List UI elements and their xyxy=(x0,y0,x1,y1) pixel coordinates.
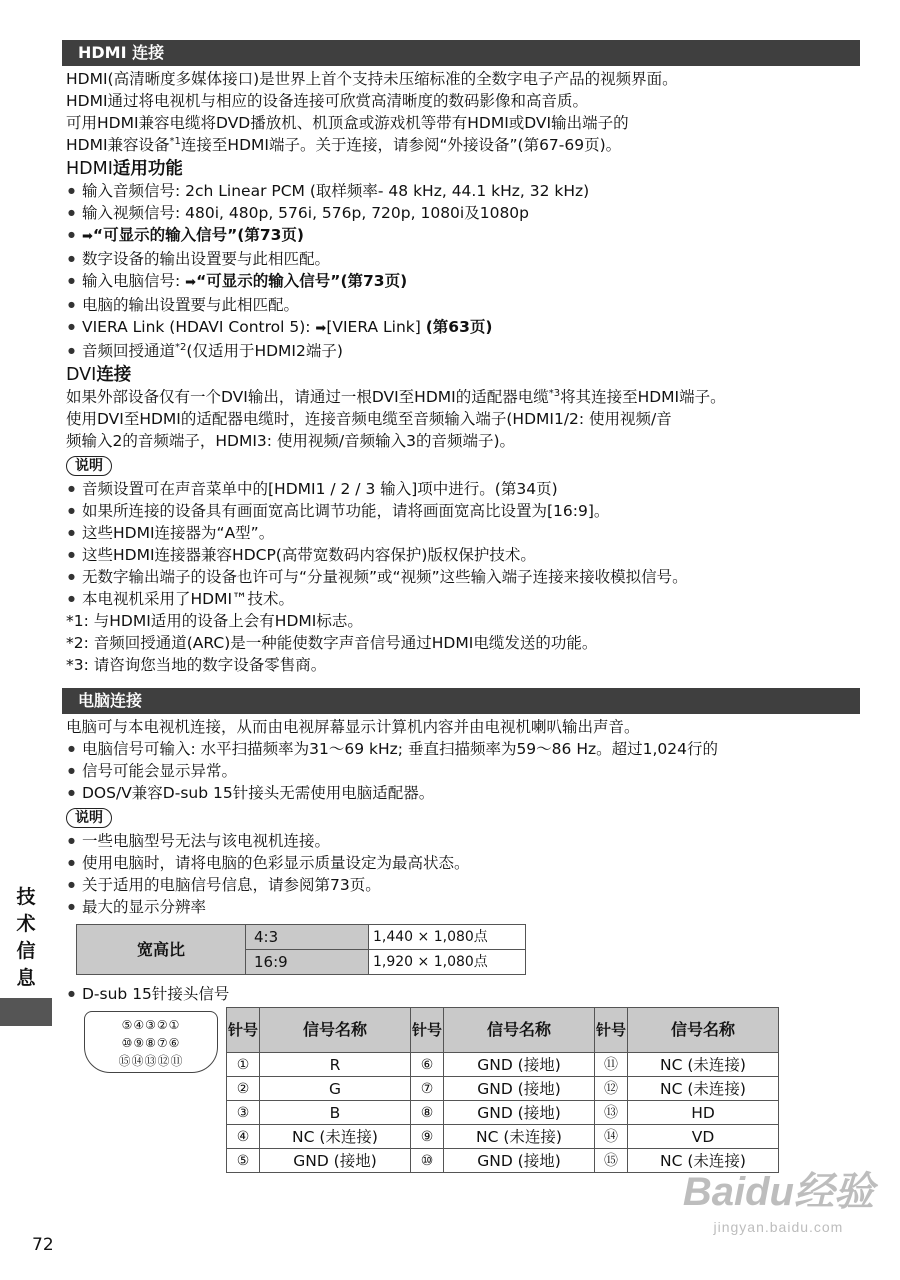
signal-name-header: 信号名称 xyxy=(628,1008,779,1053)
pin-header: 针号 xyxy=(595,1008,628,1053)
hdmi-section-header: HDMI 连接 xyxy=(62,40,860,66)
hdmi-intro-3: 可用HDMI兼容电缆将DVD播放机、机顶盒或游戏机等带有HDMI或DVI输出端子的 xyxy=(66,114,629,132)
list-item: ● 如果所连接的设备具有画面宽高比调节功能，请将画面宽高比设置为[16:9]。 xyxy=(62,500,860,522)
dvi-title: DVI连接 xyxy=(66,365,132,385)
pin-header: 针号 xyxy=(411,1008,444,1053)
pc-section-header: 电脑连接 xyxy=(62,688,860,714)
resolution-cell: 1,920 × 1,080点 xyxy=(369,950,526,975)
connector-pin-row: ⑤④③②① xyxy=(121,1018,181,1032)
arrow-right-icon: ➡ xyxy=(315,321,327,336)
list-item: ● 电脑信号可输入: 水平扫描频率为31～69 kHz; 垂直扫描频率为59～86 Hz。超过1,024行的 xyxy=(62,738,860,760)
table-row: ① R ⑥ GND (接地) ⑪ NC (未连接) xyxy=(227,1053,779,1077)
footnote: *1: 与HDMI适用的设备上会有HDMI标志。 xyxy=(66,612,363,630)
pc-note-label: 说明 xyxy=(66,808,112,828)
signal-name-header: 信号名称 xyxy=(444,1008,595,1053)
hdmi-intro-4: HDMI兼容设备$^{*1}$连接至HDMI端子。关于连接，请参阅“外接设备”(第67-69页)。 xyxy=(66,135,622,154)
aspect-ratio-header: 宽高比 xyxy=(77,925,246,975)
connector-pin-row: ⑩⑨⑧⑦⑥ xyxy=(121,1036,181,1050)
list-item: ● 最大的显示分辨率 xyxy=(62,896,860,918)
resolution-cell: 1,440 × 1,080点 xyxy=(369,925,526,950)
side-tab-marker xyxy=(0,998,52,1026)
side-tab-technical-info: 技 术 信 息 xyxy=(0,884,52,1026)
pin-header: 针号 xyxy=(227,1008,260,1053)
page-number: 72 xyxy=(32,1235,54,1255)
list-item: ● 输入视频信号: 480i, 480p, 576i, 576p, 720p, 1080i及1080p xyxy=(62,202,860,224)
pc-bullets xyxy=(62,738,860,804)
video-note: ● 数字设备的输出设置要与此相匹配。 xyxy=(62,248,860,270)
footnote: *2: 音频回授通道(ARC)是一种能使数字声音信号通过HDMI电缆发送的功能。 xyxy=(66,634,598,652)
table-row xyxy=(77,925,526,950)
arrow-right-icon: ➡ xyxy=(82,229,93,244)
list-item: ● DOS/V兼容D-sub 15针接头无需使用电脑适配器。 xyxy=(62,782,860,804)
watermark-url: jingyan.baidu.com xyxy=(713,1219,844,1235)
hdmi-note-label: 说明 xyxy=(66,456,112,476)
ratio-cell: 4:3 xyxy=(246,925,369,950)
dvi-text-3: 频输入2的音频端子，HDMI3: 使用视频/音频输入3的音频端子)。 xyxy=(66,432,516,450)
dvi-text-2: 使用DVI至HDMI的适配器电缆时，连接音频电缆至音频输入端子(HDMI1/2: 使用视频/音 xyxy=(66,410,672,428)
list-item: ● 使用电脑时，请将电脑的色彩显示质量设定为最高状态。 xyxy=(62,852,860,874)
list-item-continued: ● 信号可能会显示异常。 xyxy=(62,760,860,782)
ratio-cell: 16:9 xyxy=(246,950,369,975)
list-item: ● 输入音频信号: 2ch Linear PCM (取样频率- 48 kHz, 44.1 kHz, 32 kHz) xyxy=(62,180,860,202)
watermark-logo: Baidu经验 xyxy=(682,1170,874,1214)
arrow-right-icon: ➡ xyxy=(185,275,197,290)
list-item: ● 无数字输出端子的设备也许可与“分量视频”或“视频”这些输入端子连接来接收模拟信号。 xyxy=(62,566,860,588)
list-item: ● 关于适用的电脑信号信息，请参阅第73页。 xyxy=(62,874,860,896)
signal-name-header: 信号名称 xyxy=(260,1008,411,1053)
list-item: ● 输入电脑信号: ➡“可显示的输入信号”(第73页) xyxy=(62,270,860,294)
connector-pin-row: ⑮⑭⑬⑫⑪ xyxy=(118,1054,184,1068)
watermark xyxy=(683,1168,874,1238)
table-row: ⑤ GND (接地) ⑩ GND (接地) ⑮ NC (未连接) xyxy=(227,1149,779,1173)
list-item: ● VIERA Link (HDAVI Control 5): ➡[VIERA Link] (第63页) xyxy=(62,316,860,340)
footnote: *3: 请咨询您当地的数字设备零售商。 xyxy=(66,656,327,674)
hdmi-notes-list xyxy=(62,478,860,610)
list-item: ● 这些HDMI连接器为“A型”。 xyxy=(62,522,860,544)
list-item: ● 音频回授通道$^{*2}$(仅适用于HDMI2端子) xyxy=(62,340,860,362)
page-content xyxy=(62,40,860,1183)
table-header-row xyxy=(227,1008,779,1053)
list-item: ● 本电视机采用了HDMI™技术。 xyxy=(62,588,860,610)
pc-note: ● 电脑的输出设置要与此相匹配。 xyxy=(62,294,860,316)
pin-signal-table xyxy=(226,1007,779,1173)
hdmi-features-title: HDMI适用功能 xyxy=(66,159,183,179)
pc-notes-list xyxy=(62,830,860,918)
hdmi-intro-2: HDMI通过将电视机与相应的设备连接可欣赏高清晰度的数码影像和高音质。 xyxy=(66,92,589,110)
table-row: ③ B ⑧ GND (接地) ⑬ HD xyxy=(227,1101,779,1125)
resolution-table xyxy=(76,924,526,975)
dvi-text-1: 如果外部设备仅有一个DVI输出，请通过一根DVI至HDMI的适配器电缆$^{*3}$将其连接至HDMI端子。 xyxy=(66,387,726,406)
pc-intro: 电脑可与本电视机连接，从而由电视屏幕显示计算机内容并由电视机喇叭输出声音。 xyxy=(66,718,640,736)
dsub-label: ● D-sub 15针接头信号 xyxy=(62,983,860,1005)
dsub-label-list xyxy=(62,983,860,1005)
hdmi-features-list xyxy=(62,180,860,362)
video-ref: ● ➡“可显示的输入信号”(第73页) xyxy=(62,224,860,248)
list-item: ● 这些HDMI连接器兼容HDCP(高带宽数码内容保护)版权保护技术。 xyxy=(62,544,860,566)
list-item: ● 音频设置可在声音菜单中的[HDMI1 / 2 / 3 输入]项中进行。(第34页) xyxy=(62,478,860,500)
hdmi-intro-1: HDMI(高清晰度多媒体接口)是世界上首个支持未压缩标准的全数字电子产品的视频界面。 xyxy=(66,70,678,88)
table-row: ② G ⑦ GND (接地) ⑫ NC (未连接) xyxy=(227,1077,779,1101)
table-row: ④ NC (未连接) ⑨ NC (未连接) ⑭ VD xyxy=(227,1125,779,1149)
dsub-section xyxy=(62,1007,860,1183)
list-item: ● 一些电脑型号无法与该电视机连接。 xyxy=(62,830,860,852)
dsub-connector-icon xyxy=(84,1011,218,1073)
